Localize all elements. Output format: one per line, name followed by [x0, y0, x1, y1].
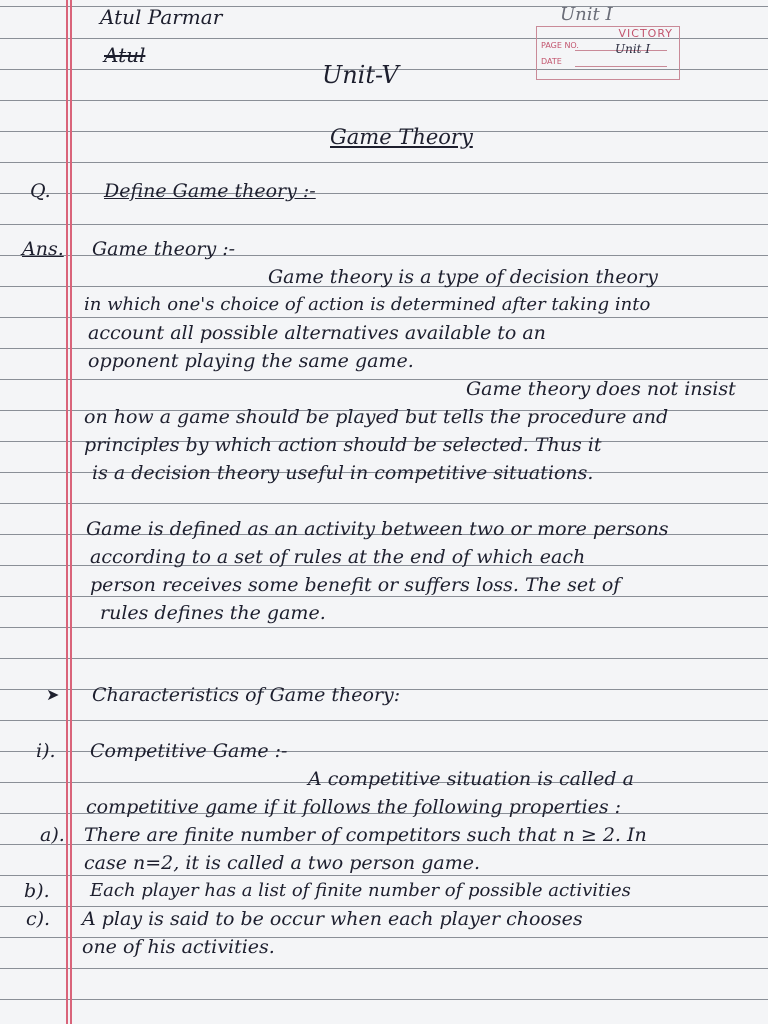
- unit-title: Unit-V: [322, 61, 399, 89]
- answer-line: principles by which action should be selected. Thus it: [84, 434, 602, 456]
- characteristics-heading: Characteristics of Game theory:: [92, 684, 401, 706]
- definition-line: Game is defined as an activity between two or more persons: [86, 518, 669, 540]
- stamp-date-label: DATE: [541, 57, 562, 66]
- question-marker: Q.: [30, 180, 51, 202]
- margin-line: [70, 0, 72, 1024]
- answer-line: account all possible alternatives available to an: [88, 322, 546, 344]
- point-text: Each player has a list of finite number of possible activities: [90, 880, 631, 901]
- answer-marker: Ans.: [22, 238, 64, 260]
- point-text: case n=2, it is called a two person game.: [84, 852, 481, 874]
- signature: Atul: [104, 43, 146, 67]
- answer-line: is a decision theory useful in competitive situations.: [92, 462, 594, 484]
- question-text: Define Game theory :-: [104, 180, 316, 202]
- answer-label: Game theory :-: [92, 238, 236, 260]
- answer-line: Game theory does not insist: [466, 378, 736, 400]
- point-marker: a).: [40, 824, 65, 846]
- intro-line: A competitive situation is called a: [308, 768, 634, 790]
- stamp-brand: VICTORY: [618, 27, 673, 40]
- stamp-date-box: [575, 55, 667, 67]
- point-marker: b).: [24, 880, 50, 902]
- margin-line: [66, 0, 68, 1024]
- arrow-marker: ➤: [46, 685, 60, 704]
- stamp-page-value: Unit I: [615, 42, 651, 56]
- point-marker: c).: [26, 908, 51, 930]
- topic-title: Game Theory: [330, 125, 473, 149]
- intro-line: competitive game if it follows the following properties :: [86, 796, 622, 818]
- answer-line: on how a game should be played but tells the procedure and: [84, 406, 669, 428]
- item-title: Competitive Game :-: [90, 740, 288, 762]
- top-scribble: Unit I: [560, 4, 613, 25]
- author-name: Atul Parmar: [100, 5, 223, 29]
- stamp-page-label: PAGE NO.: [541, 41, 579, 50]
- definition-line: rules defines the game.: [100, 602, 326, 624]
- point-text: one of his activities.: [82, 936, 275, 958]
- item-number: i).: [36, 740, 56, 762]
- point-text: There are finite number of competitors such that n ≥ 2. In: [84, 824, 647, 846]
- answer-line: in which one's choice of action is determined after taking into: [84, 294, 651, 315]
- page-stamp: [536, 26, 680, 80]
- answer-line: opponent playing the same game.: [88, 350, 414, 372]
- point-text: A play is said to be occur when each player chooses: [82, 908, 583, 930]
- answer-line: Game theory is a type of decision theory: [268, 266, 658, 288]
- definition-line: person receives some benefit or suffers loss. The set of: [90, 574, 621, 596]
- definition-line: according to a set of rules at the end of which each: [90, 546, 586, 568]
